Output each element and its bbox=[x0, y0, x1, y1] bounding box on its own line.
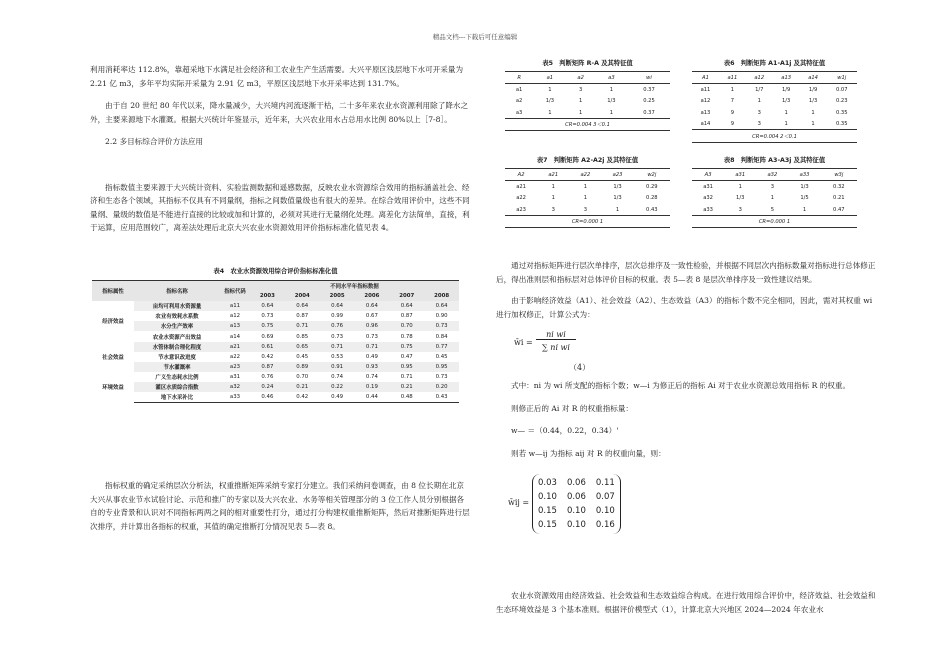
cell: 1/3 bbox=[781, 98, 791, 105]
indicator-name: 农业有效耗水系数 bbox=[155, 314, 199, 321]
header-row bbox=[505, 169, 670, 181]
table-row bbox=[92, 362, 459, 372]
paragraph: 则若 w—ij 为指标 aij 对 R 的权重向量，则： bbox=[511, 448, 666, 458]
value-cell: 0.22 bbox=[320, 382, 355, 392]
table-row bbox=[505, 204, 670, 216]
table-row bbox=[92, 392, 459, 403]
indicator-code: a12 bbox=[229, 313, 241, 320]
page-header: 精品文档---下载后可任意编辑 bbox=[432, 33, 518, 41]
footer-row bbox=[505, 119, 670, 131]
value-cell: 0.42 bbox=[285, 392, 320, 403]
value-cell: 0.44 bbox=[354, 392, 389, 403]
cell: 3 bbox=[569, 204, 601, 216]
value-cell: 0.87 bbox=[296, 313, 309, 320]
left-column-bottom bbox=[90, 479, 470, 533]
cell: 0.37 bbox=[628, 107, 670, 119]
value-cell: 0.93 bbox=[354, 362, 389, 372]
cell: a1 bbox=[515, 86, 523, 93]
cell: 3 bbox=[537, 204, 569, 216]
col-header: a13 bbox=[773, 72, 800, 84]
col-header: A3 bbox=[692, 169, 724, 181]
value-cell: 0.91 bbox=[320, 362, 355, 372]
table6 bbox=[692, 71, 857, 143]
table-row bbox=[692, 107, 857, 118]
col-header: a1 bbox=[533, 72, 566, 84]
header-row bbox=[505, 72, 670, 84]
value-cell: 0.73 bbox=[435, 373, 448, 380]
table-row bbox=[692, 118, 857, 130]
value-cell: 0.74 bbox=[331, 373, 344, 380]
col-header: a33 bbox=[788, 169, 820, 181]
value-cell: 0.64 bbox=[389, 301, 424, 311]
cell: 1/3 bbox=[613, 195, 622, 202]
paragraph: 式中：ni 为 wi 所支配的指标个数；w—i 为修正后的指标 Ai 对于农业水资源总效用指标 R 的权重。 bbox=[511, 381, 851, 390]
year-header: 2007 bbox=[389, 291, 424, 301]
value-cell: 0.75 bbox=[250, 321, 285, 331]
cell: 9 bbox=[719, 118, 746, 130]
cell: a13 bbox=[700, 109, 711, 116]
matrix-cell: 0.07 bbox=[595, 492, 615, 502]
indicator-code: a22 bbox=[229, 353, 241, 360]
col-header: a14 bbox=[800, 72, 827, 84]
cell: 1 bbox=[609, 86, 614, 93]
section-heading: 2.2 多目标综合评价方法应用 bbox=[105, 137, 204, 146]
table8-caption: 表8 判断矩阵 A3-A3j 及其特征值 bbox=[723, 157, 826, 164]
value-cell: 0.75 bbox=[389, 342, 424, 352]
cell: a32 bbox=[703, 195, 713, 202]
table-row bbox=[505, 96, 670, 107]
paragraph: 指标权重的确定采纳层次分析法，权重推断矩阵采纳专家打分建立。我们采纳问卷调查，由 8 位长期在北京大兴从事农业节水试验讨论、示范和推广的专家以及大兴农业、水务等相关管理部分的 3 位工作人员分别根据各自的专业背景和认识对不同指标两两之间的相对重要性打分，通过打分构建权重推断矩阵，然后对推断矩阵进行层次排序，并计算出各指标的权重，其值的确定推断打分情况见表 5—表 8。 bbox=[90, 481, 470, 531]
col-header-name: 指标名称 bbox=[134, 281, 220, 302]
value-cell: 0.71 bbox=[400, 373, 413, 380]
consistency-ratio: CR=0.004 3＜0.1 bbox=[505, 119, 670, 131]
cell: 1 bbox=[738, 183, 742, 190]
indicator-code: a13 bbox=[220, 321, 250, 331]
cell: 1 bbox=[788, 204, 820, 216]
value-cell: 0.78 bbox=[400, 333, 413, 340]
cell: 0.35 bbox=[835, 109, 848, 116]
table4-block bbox=[92, 266, 459, 403]
table5 bbox=[505, 71, 670, 131]
right-column bbox=[496, 259, 879, 321]
cell: 1/3 bbox=[736, 195, 745, 202]
table-row bbox=[692, 193, 857, 204]
eq-number: （4） bbox=[569, 363, 591, 372]
cell: a11 bbox=[700, 86, 711, 93]
col-header: a23 bbox=[601, 169, 633, 181]
value-cell: 0.77 bbox=[424, 342, 459, 352]
value-cell: 0.71 bbox=[320, 342, 355, 352]
matrix-cell: 0.03 bbox=[538, 478, 557, 488]
cell: 5 bbox=[756, 204, 788, 216]
value-cell: 0.73 bbox=[331, 333, 344, 340]
col-header: w3j bbox=[821, 169, 857, 181]
footer-row bbox=[692, 130, 857, 142]
cell: a22 bbox=[516, 195, 526, 202]
indicator-name: 节水灌溉率 bbox=[134, 362, 220, 372]
col-header: a31 bbox=[724, 169, 756, 181]
year-header: 2005 bbox=[320, 291, 355, 301]
header-row bbox=[692, 169, 857, 181]
value-cell: 0.67 bbox=[365, 313, 378, 320]
matrix-cell: 0.10 bbox=[538, 492, 557, 502]
value-cell: 0.87 bbox=[250, 362, 285, 372]
col-header-code: 指标代码 bbox=[220, 281, 250, 302]
cell: 3 bbox=[746, 118, 773, 130]
eq-numerator: ni wi bbox=[536, 330, 576, 340]
value-cell: 0.47 bbox=[400, 353, 413, 360]
cell: 3 bbox=[757, 109, 761, 116]
equation-vector: w— ＝（0.44，0.22，0.34）' bbox=[511, 426, 619, 435]
group-cell: 环境效益 bbox=[92, 372, 134, 403]
table-row bbox=[505, 181, 670, 193]
group-cell: 社会效益 bbox=[92, 342, 134, 372]
matrix-row bbox=[533, 504, 620, 518]
table8-block bbox=[692, 155, 857, 228]
cell: 3 bbox=[770, 183, 775, 190]
value-cell: 0.70 bbox=[296, 373, 309, 380]
cell: 1 bbox=[551, 183, 555, 190]
footer-row bbox=[505, 216, 670, 228]
table7-caption: 表7 判断矩阵 A2-A2j 及其特征值 bbox=[536, 157, 639, 164]
col-header: A1 bbox=[692, 72, 719, 84]
value-cell: 0.84 bbox=[435, 333, 448, 340]
indicator-code: a31 bbox=[229, 373, 241, 380]
value-cell: 0.96 bbox=[354, 321, 389, 331]
value-cell: 0.48 bbox=[389, 392, 424, 403]
cell: 1/3 bbox=[800, 183, 809, 190]
col-header: a12 bbox=[746, 72, 773, 84]
eq-denominator: ∑ ni wi bbox=[542, 343, 570, 352]
cell: 1 bbox=[773, 118, 800, 130]
matrix-cell: 0.10 bbox=[566, 520, 586, 530]
value-cell: 0.61 bbox=[250, 342, 285, 352]
col-header: a32 bbox=[756, 169, 788, 181]
indicator-code: a11 bbox=[220, 301, 250, 311]
right-column-mid bbox=[496, 379, 879, 460]
table7-block bbox=[505, 155, 670, 228]
table-row bbox=[92, 352, 459, 362]
cell: 1 bbox=[583, 183, 588, 190]
matrix-lhs: w̄ij = bbox=[508, 498, 530, 507]
cell: 9 bbox=[730, 109, 735, 116]
col-header: w2j bbox=[634, 169, 670, 181]
value-cell: 0.69 bbox=[261, 333, 274, 340]
col-header: wi bbox=[628, 72, 670, 84]
value-cell: 0.64 bbox=[320, 301, 355, 311]
cell: 1 bbox=[583, 195, 588, 202]
indicator-name: 农业水资源产出效益 bbox=[152, 334, 202, 341]
right-column-bottom bbox=[496, 589, 879, 616]
value-cell: 0.76 bbox=[261, 373, 274, 380]
cell: 1 bbox=[601, 204, 633, 216]
cell: 1/9 bbox=[781, 86, 791, 93]
cell: 1 bbox=[551, 195, 555, 202]
consistency-ratio: CR=0.000 1 bbox=[505, 216, 670, 228]
indicator-code: a21 bbox=[220, 342, 250, 352]
value-cell: 0.24 bbox=[250, 382, 285, 392]
table-row bbox=[505, 107, 670, 119]
table-row bbox=[92, 382, 459, 392]
cell: 1/3 bbox=[613, 183, 622, 190]
value-cell: 0.49 bbox=[365, 353, 378, 360]
value-cell: 0.46 bbox=[250, 392, 285, 403]
cell: 1/9 bbox=[808, 86, 818, 93]
value-cell: 0.95 bbox=[424, 362, 459, 372]
paragraph: 农业水资源效用由经济效益、社会效益和生态效益综合构成。在进行效用综合评价中，经济效益、社会效益和生态环境效益是 3 个基本准则。根据评价模型式（1），计算北京大兴地区 2024—2024 年农业水 bbox=[496, 591, 876, 614]
table-row bbox=[92, 342, 459, 352]
cell: 0.37 bbox=[643, 86, 655, 93]
paragraph: 指标数值主要来源于大兴统计资料、实验监测数据和遥感数据，反映农业水资源综合效用的指标涵盖社会、经济和生态各个领域，其指标不仅具有不同量纲，指标之间数值量级也有很大的差异。在综合效用评价中，这些不同量纲、量级的数值是不能进行直接的比较或加和计算的，必须对其进行无量纲化处理。离差化方法简单，直接，利于运算，应用范围较广，离差法处理后北京大兴农业水资源效用评价指标标准化值见表 4。 bbox=[90, 182, 470, 232]
cell: a12 bbox=[700, 98, 711, 105]
table-row bbox=[92, 311, 459, 321]
indicator-code: a32 bbox=[220, 382, 250, 392]
value-cell: 0.49 bbox=[320, 392, 355, 403]
cell: 1 bbox=[548, 86, 552, 93]
cell: 0.35 bbox=[827, 118, 857, 130]
cell: 0.07 bbox=[835, 86, 848, 93]
value-cell: 0.71 bbox=[354, 342, 389, 352]
cell: 1 bbox=[770, 195, 775, 202]
value-cell: 0.65 bbox=[285, 342, 320, 352]
consistency-ratio: CR=0.000 1 bbox=[692, 216, 857, 228]
table8 bbox=[692, 168, 857, 228]
matrix-row bbox=[533, 518, 620, 532]
matrix-cell: 0.10 bbox=[595, 506, 615, 516]
value-cell: 0.95 bbox=[389, 362, 424, 372]
value-cell: 0.45 bbox=[296, 353, 309, 360]
value-cell: 0.64 bbox=[424, 301, 459, 311]
cell: 1/3 bbox=[607, 98, 616, 105]
cell: 1 bbox=[567, 107, 595, 119]
value-cell: 0.87 bbox=[400, 313, 413, 320]
value-cell: 0.85 bbox=[296, 333, 309, 340]
cell: 7 bbox=[730, 98, 735, 105]
table6-caption: 表6 判断矩阵 A1-A1j 及其特征值 bbox=[723, 60, 826, 67]
value-cell: 0.45 bbox=[435, 353, 448, 360]
cell: 0.32 bbox=[833, 183, 845, 190]
value-cell: 0.71 bbox=[285, 321, 320, 331]
cell: 1/5 bbox=[800, 195, 809, 202]
cell: 0.25 bbox=[643, 98, 655, 105]
year-header: 2006 bbox=[354, 291, 389, 301]
cell: 0.29 bbox=[646, 183, 658, 190]
table5-caption: 表5 判断矩阵 R-A 及其特征值 bbox=[542, 60, 633, 67]
cell: a2 bbox=[515, 98, 523, 105]
matrix-cell: 0.10 bbox=[566, 506, 586, 516]
table-row bbox=[692, 84, 857, 96]
indicator-name: 亩均可利用水资源量 bbox=[134, 301, 220, 311]
col-header-attr: 指标属性 bbox=[92, 281, 134, 302]
value-cell: 0.64 bbox=[354, 301, 389, 311]
cell: 0.28 bbox=[646, 195, 658, 202]
matrix-cell: 0.11 bbox=[595, 478, 615, 488]
table7 bbox=[505, 168, 670, 228]
matrix-cell: 0.16 bbox=[595, 520, 615, 530]
table6-block bbox=[692, 58, 857, 143]
cell: 1 bbox=[800, 118, 827, 130]
col-header: R bbox=[505, 72, 533, 84]
value-cell: 0.99 bbox=[331, 313, 344, 320]
cell: 1 bbox=[578, 98, 583, 105]
value-cell: 0.64 bbox=[250, 301, 285, 311]
paragraph: 则修正后的 Ai 对 R 的权重指标量： bbox=[511, 403, 634, 413]
paragraph: 利用消耗率达 112.8%，靠超采地下水满足社会经济和工农业生产生活需要。大兴平原区浅层地下水可开采量为 2.21 亿 m3，多年平均实际开采量为 2.91 亿 m3，平原区浅层地下水开采率达到 131.7%。 bbox=[90, 65, 464, 88]
cell: a21 bbox=[516, 183, 526, 190]
value-cell: 0.89 bbox=[285, 362, 320, 372]
value-cell: 0.73 bbox=[261, 313, 274, 320]
eq-lhs: w̄i = bbox=[514, 338, 533, 347]
value-cell: 0.70 bbox=[389, 321, 424, 331]
cell: 1/7 bbox=[755, 86, 764, 93]
col-header: a2 bbox=[567, 72, 595, 84]
header-row bbox=[692, 72, 857, 84]
indicator-name: 地下水采补比 bbox=[134, 392, 220, 403]
value-cell: 0.73 bbox=[365, 333, 378, 340]
matrix-row bbox=[533, 490, 620, 504]
indicator-name: 灌区水质综合指数 bbox=[134, 382, 220, 392]
matrix-cell: 0.06 bbox=[566, 478, 586, 488]
value-cell: 0.90 bbox=[435, 313, 448, 320]
matrix-cell: 0.15 bbox=[538, 520, 557, 530]
indicator-name: 广义生态耗水比例 bbox=[155, 374, 199, 381]
left-column bbox=[90, 63, 470, 235]
table-row bbox=[92, 331, 459, 341]
indicator-code: a23 bbox=[220, 362, 250, 372]
col-header: a11 bbox=[719, 72, 746, 84]
value-cell: 0.73 bbox=[424, 321, 459, 331]
table-row bbox=[505, 193, 670, 204]
matrix-cell: 0.15 bbox=[538, 506, 557, 516]
cell: 1 bbox=[784, 109, 788, 116]
indicator-name: 水管体制合理化程度 bbox=[134, 342, 220, 352]
value-cell: 0.43 bbox=[424, 392, 459, 403]
value-cell: 0.21 bbox=[389, 382, 424, 392]
col-header: a3 bbox=[595, 72, 628, 84]
value-cell: 0.76 bbox=[320, 321, 355, 331]
table4 bbox=[92, 280, 459, 403]
cell: 0.47 bbox=[821, 204, 857, 216]
value-cell: 0.19 bbox=[354, 382, 389, 392]
value-cell: 0.21 bbox=[285, 382, 320, 392]
indicator-name: 节水意识改进度 bbox=[158, 354, 196, 361]
value-cell: 0.42 bbox=[261, 353, 274, 360]
table-row bbox=[692, 96, 857, 107]
cell: 1/3 bbox=[545, 98, 555, 105]
cell: a23 bbox=[505, 204, 537, 216]
col-header-years: 不同水平年指标数据 bbox=[250, 281, 459, 292]
value-cell: 0.20 bbox=[424, 382, 459, 392]
table4-caption: 表4 农业水资源效用综合评价指标标准化值 bbox=[213, 268, 338, 275]
cell: 1/3 bbox=[808, 98, 818, 105]
cell: a14 bbox=[692, 118, 719, 130]
paragraph: 由于影响经济效益（A1）、社会效益（A2）、生态效益（A3）的指标个数不完全相同，因此，需对其权重 wi 进行加权修正，计算公式为： bbox=[496, 296, 873, 319]
col-header: a22 bbox=[569, 169, 601, 181]
table-row bbox=[92, 301, 459, 311]
indicator-code: a33 bbox=[220, 392, 250, 403]
cell: 1 bbox=[757, 98, 761, 105]
table-row bbox=[505, 84, 670, 96]
matrix-row bbox=[533, 476, 620, 490]
matrix-cell: 0.06 bbox=[566, 492, 586, 502]
value-cell: 0.53 bbox=[331, 353, 344, 360]
col-header: a21 bbox=[537, 169, 569, 181]
group-cell: 经济效益 bbox=[92, 301, 134, 341]
cell: 0.43 bbox=[634, 204, 670, 216]
paragraph: 通过对指标矩阵进行层次单排序，层次总排序及一致性检验，并根据不同层次内指标数量对指标进行总体修正后，得出准则层和指标层对总体评价目标的权重。表 5—表 8 是层次单排序及一致性建议结果。 bbox=[496, 261, 876, 284]
cell: 3 bbox=[724, 204, 756, 216]
table-row bbox=[92, 321, 459, 331]
table5-block bbox=[505, 58, 670, 131]
cell: 1 bbox=[595, 107, 628, 119]
indicator-code: a14 bbox=[229, 333, 241, 340]
indicator-name: 水分生产效率 bbox=[134, 321, 220, 331]
col-header: A2 bbox=[505, 169, 537, 181]
cell: 0.21 bbox=[833, 195, 845, 202]
cell: 3 bbox=[578, 86, 583, 93]
value-cell: 0.64 bbox=[285, 301, 320, 311]
footer-row bbox=[692, 216, 857, 228]
consistency-ratio: CR=0.004 2＜0.1 bbox=[692, 130, 857, 142]
cell: 1 bbox=[730, 86, 735, 93]
cell: a33 bbox=[692, 204, 724, 216]
table-row bbox=[92, 372, 459, 382]
col-header: w1j bbox=[827, 72, 857, 84]
cell: 1 bbox=[811, 109, 815, 116]
value-cell: 0.74 bbox=[365, 373, 378, 380]
table-row bbox=[692, 181, 857, 193]
cell: 1 bbox=[533, 107, 566, 119]
table-row bbox=[692, 204, 857, 216]
paragraph: 由于自 20 世纪 80 年代以来，降水量减少，大兴境内河流逐渐干枯，二十多年来农业水资源利用除了降水之外，主要来源地下水灌溉。根据大兴统计年鉴显示，近年来，大兴农业用水占总用水比例 80%以上［7-8］。 bbox=[90, 101, 469, 124]
year-header: 2008 bbox=[424, 291, 459, 301]
matrix-values bbox=[533, 476, 620, 532]
year-header: 2004 bbox=[285, 291, 320, 301]
cell: a31 bbox=[703, 183, 713, 190]
cell: 0.23 bbox=[835, 98, 848, 105]
year-header: 2003 bbox=[250, 291, 285, 301]
cell: a3 bbox=[505, 107, 533, 119]
